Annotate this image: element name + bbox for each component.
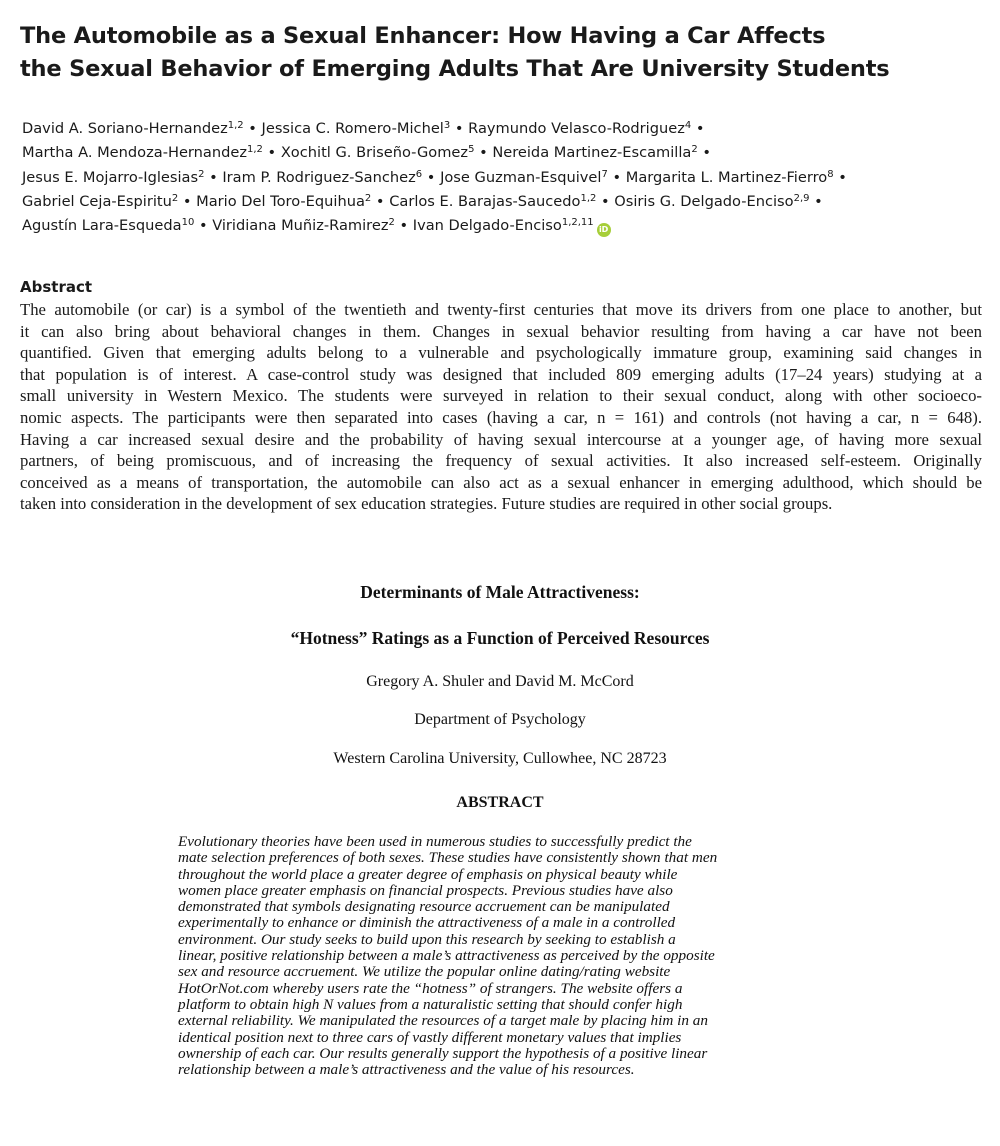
author-name: Jesus E. Mojarro-Iglesias [22, 168, 199, 186]
author-name: Viridiana Muñiz-Ramirez [212, 217, 389, 235]
author-affiliation: 2,9 [793, 192, 810, 204]
abstract-line: small university in Western Mexico. The students were surveyed in relation to their sexual conduct, along with other socioeco- [20, 386, 982, 406]
paper2-title-line1: Determinants of Male Attractiveness: [360, 582, 640, 602]
abstract-line: partners, of being promiscuous, and of increasing the frequency of sexual activities. It also increased self-esteem. Originally [20, 451, 982, 471]
abstract-line: taken into consideration in the development of sex education strategies. Future studies are required in other social groups. [20, 494, 833, 514]
author-line: David A. Soriano-Hernandez$^{1,2}$ • Jessica C. Romero-Michel$^3$ • Raymundo Velasco-Rodriguez$^4$ • [22, 120, 705, 137]
abstract-line: women place greater emphasis on financial prospects. Previous studies have also [178, 881, 673, 899]
abstract-line: HotOrNot.com whereby users rate the “hotness” of strangers. The website offers a [178, 979, 683, 997]
author-name: Nereida Martinez-Escamilla [492, 144, 692, 162]
abstract-line: it can also bring about behavioral changes in them. Changes in sexual behavior resulting from having a car have not been [20, 321, 982, 341]
abstract-line: nomic aspects. The participants were then separated into cases (having a car, n = 161) and controls (not having a car, n = 648). [20, 407, 982, 427]
author-affiliation: 1,2 [580, 192, 597, 204]
author-name: Mario Del Toro-Equihua [196, 192, 365, 210]
paper1-abstract-body [20, 299, 982, 515]
author-affiliation: 1,2,11 [561, 217, 594, 229]
paper1-abstract-heading: Abstract [20, 278, 93, 296]
paper2-abstract-body [178, 834, 798, 1078]
author-affiliation: 3 [443, 120, 451, 131]
paper1-title-line: The Automobile as a Sexual Enhancer: How Having a Car Affects [20, 23, 826, 49]
author-name: David A. Soriano-Hernandez [22, 120, 228, 137]
abstract-line: that population is of interest. A case-control study was designed that included 809 emerging adults (17–24 years) studying at a [20, 364, 982, 384]
paper2-abstract-heading: ABSTRACT [456, 794, 544, 811]
author-line: Jesus E. Mojarro-Iglesias$^2$ • Iram P. Rodriguez-Sanchez$^6$ • Jose Guzman-Esquivel$^7$ • Margarita L. Martinez-Fierro$^8$ • [22, 168, 847, 186]
author-affiliation: 2 [171, 192, 179, 204]
author-affiliation: 5 [468, 144, 475, 156]
paper1-title-line: the Sexual Behavior of Emerging Adults That Are University Students [20, 56, 890, 82]
abstract-line: linear, positive relationship between a male’s attractiveness as perceived by the opposite [178, 947, 715, 965]
abstract-line: The automobile (or car) is a symbol of the twentieth and twenty-first centuries that move its drivers from one place to another, but [20, 300, 982, 319]
author-affiliation: 2 [388, 217, 395, 229]
abstract-line: identical position next to three cars of vastly different monetary values that implies [178, 1028, 682, 1046]
abstract-line: demonstrated that symbols designating resource accruement can be manipulated [178, 898, 670, 916]
author-affiliation: 2 [364, 192, 372, 204]
author-affiliation: 1,2 [227, 120, 244, 131]
author-name: Agustín Lara-Esqueda [22, 217, 182, 235]
author-affiliation: 2 [691, 144, 698, 156]
author-name: Iram P. Rodriguez-Sanchez [222, 168, 416, 186]
abstract-line: ownership of each car. Our results generally support the hypothesis of a positive linear [178, 1044, 708, 1062]
abstract-line: conceived as a means of transportation, the automobile can also act as a sexual enhancer in emerging adulthood, which should be [20, 472, 982, 492]
author-name: Raymundo Velasco-Rodriguez [468, 120, 685, 137]
abstract-line: platform to obtain high N values from a naturalistic setting that should confer high [178, 995, 683, 1013]
author-affiliation: 8 [827, 168, 834, 180]
author-affiliation: 10 [181, 217, 195, 229]
abstract-line: throughout the world place a greater degree of emphasis on physical beauty while [178, 865, 678, 883]
author-name: Osiris G. Delgado-Enciso [614, 192, 794, 210]
author-affiliation: 6 [415, 168, 423, 180]
author-affiliation: 4 [684, 120, 692, 131]
paper1-author-list [22, 117, 982, 238]
author-name: Gabriel Ceja-Espiritu [22, 192, 172, 210]
abstract-line: sex and resource accruement. We utilize the popular online dating/rating website [178, 963, 671, 981]
author-name: Martha A. Mendoza-Hernandez [22, 144, 248, 162]
abstract-line: Evolutionary theories have been used in numerous studies to successfully predict the [178, 833, 692, 850]
abstract-line: Having a car increased sexual desire and the probability of having sexual intercourse at a younger age, of having more sexual [20, 429, 982, 449]
abstract-line: external reliability. We manipulated the resources of a target male by placing him in an [178, 1012, 708, 1030]
author-line: Martha A. Mendoza-Hernandez$^{1,2}$ • Xochitl G. Briseño-Gomez$^5$ • Nereida Martinez-Escamilla$^2$ • [22, 144, 711, 162]
paper1-title [20, 20, 980, 86]
abstract-line: quantified. Given that emerging adults belong to a vulnerable and psychologically immature group, examining said changes in [20, 343, 982, 363]
paper2-authors: Gregory A. Shuler and David M. McCord [366, 673, 634, 690]
abstract-line: relationship between a male’s attractiveness and the value of his resources. [178, 1061, 635, 1079]
author-affiliation: 7 [601, 168, 608, 180]
author-affiliation: 1,2 [247, 144, 263, 156]
abstract-line: experimentally to enhance or diminish the attractiveness of a male in a controlled [178, 914, 676, 932]
author-name: Xochitl G. Briseño-Gomez [280, 144, 469, 162]
author-affiliation: 2 [198, 168, 205, 180]
author-line: Gabriel Ceja-Espiritu$^2$ • Mario Del Toro-Equihua$^2$ • Carlos E. Barajas-Saucedo$^{1,2}$ • Osiris G. Delgado-Enciso$^{2,9}$ • [22, 192, 823, 210]
orcid-icon[interactable]: iD [597, 223, 611, 237]
author-name: Jessica C. Romero-Michel [261, 120, 444, 137]
author-name: Jose Guzman-Esquivel [440, 168, 602, 186]
paper2-department: Department of Psychology [414, 711, 586, 728]
author-name: Margarita L. Martinez-Fierro [625, 168, 828, 186]
abstract-line: mate selection preferences of both sexes. These studies have consistently shown that men [178, 849, 718, 867]
author-line: Agustín Lara-Esqueda$^{10}$ • Viridiana Muñiz-Ramirez$^2$ • Ivan Delgado-Enciso$^{1,2,11}$iD [22, 214, 982, 238]
paper2-university: Western Carolina University, Cullowhee, NC 28723 [333, 750, 667, 767]
paper2-title-line2: “Hotness” Ratings as a Function of Perceived Resources [290, 628, 710, 648]
abstract-line: environment. Our study seeks to build upon this research by seeking to establish a [178, 930, 676, 948]
author-name: Carlos E. Barajas-Saucedo [389, 192, 581, 210]
author-name: Ivan Delgado-Enciso [412, 217, 562, 235]
